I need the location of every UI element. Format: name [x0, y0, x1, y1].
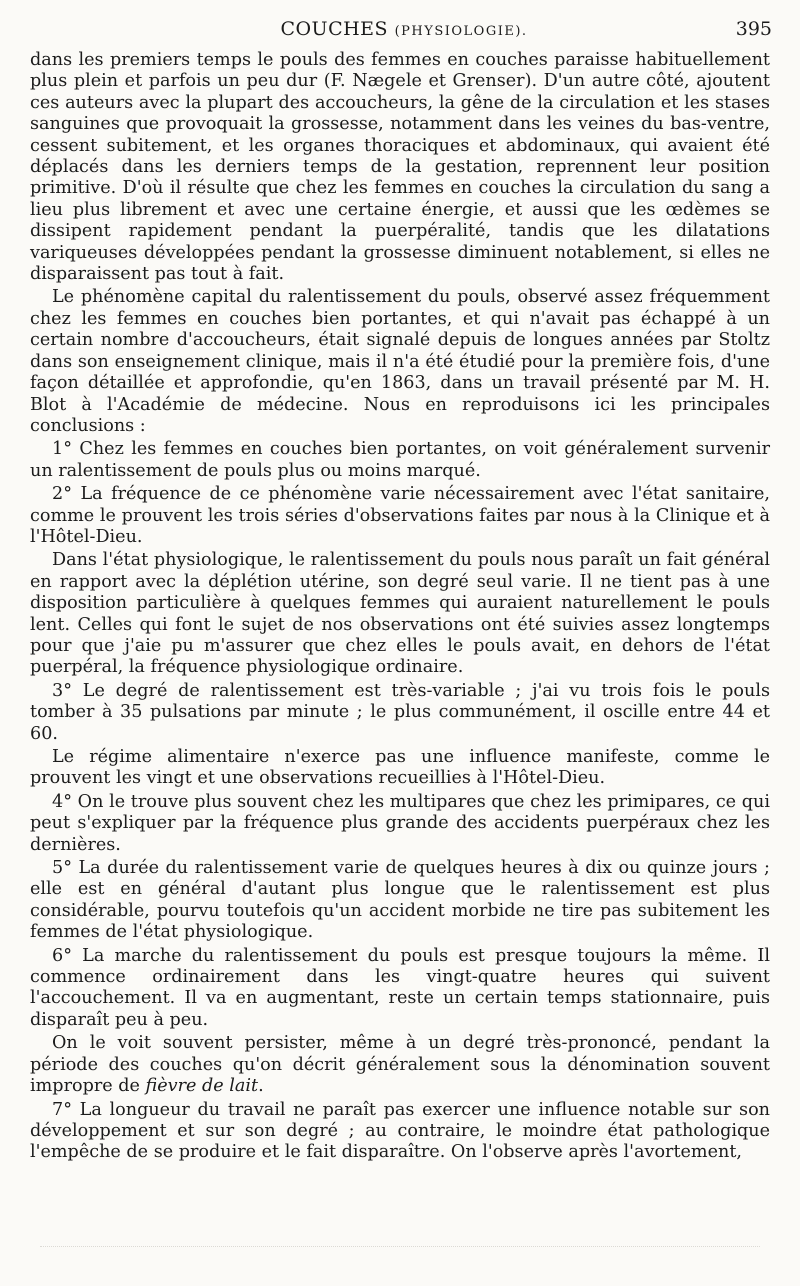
scan-artifact-marks	[40, 1246, 760, 1253]
paragraph: 1° Chez les femmes en couches bien portantes, on voit généralement survenir un ralentissement de pouls plus ou moins marqué.	[30, 439, 770, 481]
paragraph: Le régime alimentaire n'exerce pas une influence manifeste, comme le prouvent les vingt et une observations recueillies à l'Hôtel-Dieu.	[30, 747, 770, 789]
body-text	[30, 50, 770, 1166]
paragraph: 2° La fréquence de ce phénomène varie nécessairement avec l'état sanitaire, comme le prouvent les trois séries d'observations faites par nous à la Clinique et à l'Hôtel-Dieu.	[30, 484, 770, 547]
page-number: 395	[735, 18, 772, 40]
paragraph: dans les premiers temps le pouls des femmes en couches paraisse habituellement plus plein et parfois un peu dur (F. Nægele et Grenser). D'un autre côté, ajoutent ces auteurs avec la plupart des accoucheurs, la gêne de la circulation et les stases sanguines que provoquait la grossesse, notamment dans les veines du bas-ventre, cessent subitement, et les organes thoraciques et abdominaux, qui avaient été déplacés dans les derniers temps de la gestation, reprennent leur position primitive. D'où il résulte que chez les femmes en couches la circulation du sang a lieu plus librement et avec une certaine énergie, et aussi que les œdèmes se dissipent rapidement pendant la puerpéralité, tandis que les dilatations variqueuses développées pendant la grossesse diminuent notablement, si elles ne disparaissent pas tout à fait.	[30, 50, 770, 285]
paragraph: Dans l'état physiologique, le ralentissement du pouls nous paraît un fait général en rapport avec la déplétion utérine, son degré seul varie. Il ne tient pas à une disposition particulière à quelques femmes qui auraient naturellement le pouls lent. Celles qui font le sujet de nos observations ont été suivies assez longtemps pour que j'aie pu m'assurer que chez elles le pouls avait, en dehors de l'état puerpéral, la fréquence physiologique ordinaire.	[30, 550, 770, 678]
paragraph-with-italic	[30, 1033, 770, 1097]
italic-phrase: fièvre de lait	[145, 1076, 259, 1097]
paragraph: 4° On le trouve plus souvent chez les multipares que chez les primipares, ce qui peut s'expliquer par la fréquence plus grande des accidents puerpéraux chez les dernières.	[30, 791, 770, 855]
paragraph: 7° La longueur du travail ne paraît pas exercer une influence notable sur son développement et sur son degré ; au contraire, le moindre état pathologique l'empêche de se produire et le fait disparaître. On l'observe après l'avortement,	[30, 1099, 770, 1163]
paragraph: 3° Le degré de ralentissement est très-variable ; j'ai vu trois fois le pouls tomber à 35 pulsations par minute ; le plus communément, il oscille entre 44 et 60.	[30, 680, 770, 744]
page-header	[30, 18, 778, 46]
paragraph: 5° La durée du ralentissement varie de quelques heures à dix ou quinze jours ; elle est en général d'autant plus longue que le ralentissement est plus considérable, pourvu toutefois qu'un accident morbide ne tire pas subitement les femmes de l'état physiologique.	[30, 858, 770, 943]
paragraph-text: On le voit souvent persister, même à un degré très-prononcé, pendant la période des couches qu'on décrit généralement sous la dénomination souvent impropre de	[30, 1033, 770, 1097]
running-title-main: COUCHES	[280, 18, 389, 40]
running-title	[30, 18, 778, 40]
paragraph: Le phénomène capital du ralentissement du pouls, observé assez fréquemment chez les femmes en couches bien portantes, et qui n'avait pas échappé à un certain nombre d'accoucheurs, était signalé depuis de longues années par Stoltz dans son enseignement clinique, mais il n'a été étudié pour la première fois, d'une façon détaillée et approfondie, qu'en 1863, dans un travail présenté par M. H. Blot à l'Académie de médecine. Nous en reproduisons ici les principales conclusions :	[30, 287, 770, 436]
italic-trailing: .	[258, 1076, 264, 1097]
paragraph: 6° La marche du ralentissement du pouls est presque toujours la même. Il commence ordinairement dans les vingt-quatre heures qui suivent l'accouchement. Il va en augmentant, reste un certain temps stationnaire, puis disparaît peu à peu.	[30, 945, 770, 1030]
running-title-subtitle: (PHYSIOLOGIE).	[394, 24, 528, 39]
